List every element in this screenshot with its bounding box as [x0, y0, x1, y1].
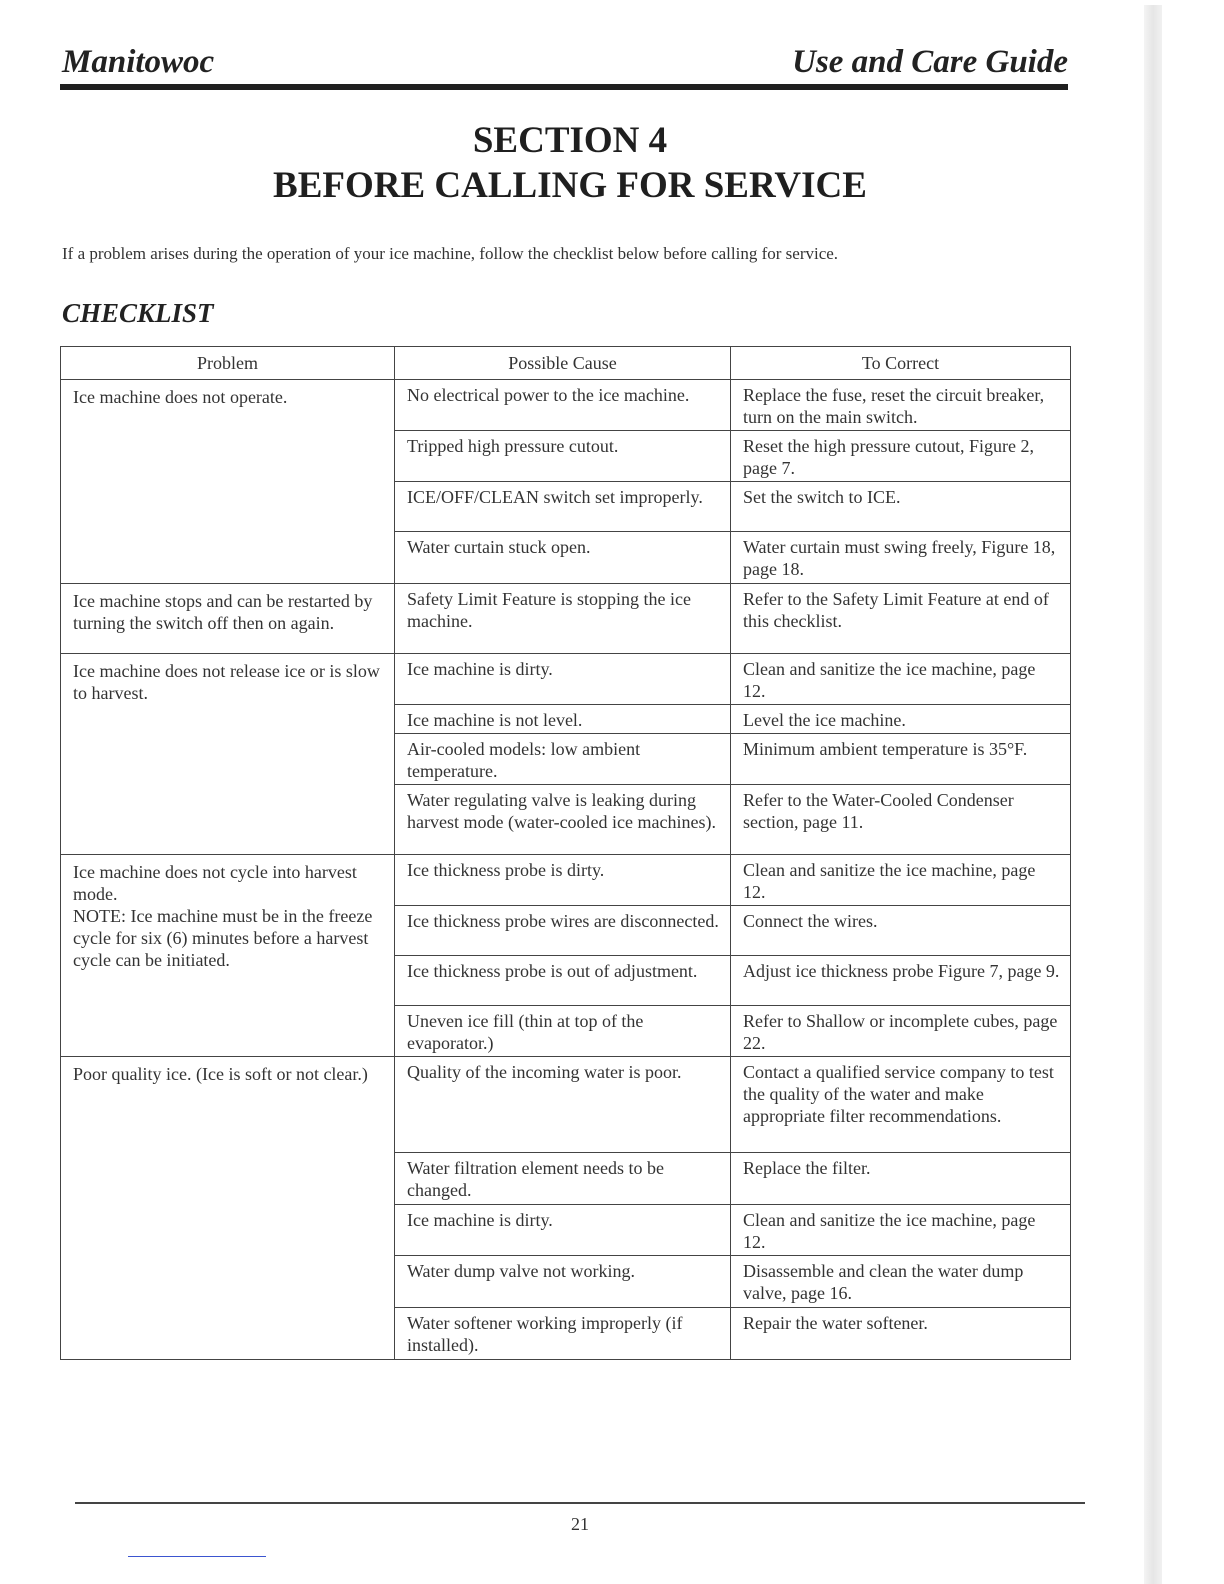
scan-edge-shadow	[1144, 5, 1162, 1584]
fix-cell: Reset the high pressure cutout, Figure 2, page 7.	[731, 431, 1071, 482]
column-header-problem: Problem	[61, 347, 395, 380]
table-header-row	[61, 347, 1071, 380]
cause-cell: Air-cooled models: low ambient temperature.	[395, 734, 731, 785]
fix-cell: Level the ice machine.	[731, 705, 1071, 734]
fix-cell: Clean and sanitize the ice machine, page 12.	[731, 1205, 1071, 1256]
fix-cell: Repair the water softener.	[731, 1308, 1071, 1360]
table-row	[61, 654, 1071, 705]
problem-cell	[61, 654, 395, 855]
fix-cell: Set the switch to ICE.	[731, 482, 1071, 532]
fix-cell: Adjust ice thickness probe Figure 7, page 9.	[731, 956, 1071, 1006]
problem-text: Ice machine stops and can be restarted by turning the switch off then on again.	[73, 591, 373, 633]
cause-cell: Ice machine is not level.	[395, 705, 731, 734]
fix-cell: Refer to the Water-Cooled Condenser section, page 11.	[731, 785, 1071, 855]
fix-cell: Disassemble and clean the water dump valve, page 16.	[731, 1256, 1071, 1308]
cause-cell: ICE/OFF/CLEAN switch set improperly.	[395, 482, 731, 532]
column-header-cause: Possible Cause	[395, 347, 731, 380]
cause-cell: Quality of the incoming water is poor.	[395, 1057, 731, 1153]
problem-text: Ice machine does not cycle into harvest mode.	[73, 862, 357, 904]
problem-text: Ice machine does not release ice or is slow to harvest.	[73, 661, 380, 703]
fix-cell: Refer to Shallow or incomplete cubes, page 22.	[731, 1006, 1071, 1057]
cause-cell: Ice machine is dirty.	[395, 654, 731, 705]
column-header-correct: To Correct	[731, 347, 1071, 380]
link-underline	[128, 1556, 266, 1557]
cause-cell: Water curtain stuck open.	[395, 532, 731, 584]
cause-cell: Water dump valve not working.	[395, 1256, 731, 1308]
cause-cell: Ice machine is dirty.	[395, 1205, 731, 1256]
fix-cell: Clean and sanitize the ice machine, page 12.	[731, 654, 1071, 705]
fix-cell: Clean and sanitize the ice machine, page 12.	[731, 855, 1071, 906]
cause-cell: Ice thickness probe is out of adjustment.	[395, 956, 731, 1006]
section-title: BEFORE CALLING FOR SERVICE	[273, 165, 867, 206]
problem-cell	[61, 855, 395, 1057]
fix-cell: Refer to the Safety Limit Feature at end of this checklist.	[731, 584, 1071, 654]
problem-text: Poor quality ice. (Ice is soft or not clear.)	[73, 1064, 368, 1084]
table-row	[61, 380, 1071, 431]
header-rule	[60, 84, 1068, 90]
cause-cell: Uneven ice fill (thin at top of the evaporator.)	[395, 1006, 731, 1057]
fix-cell: Replace the filter.	[731, 1153, 1071, 1205]
footer-rule	[75, 1502, 1085, 1504]
fix-cell: Minimum ambient temperature is 35°F.	[731, 734, 1071, 785]
cause-cell: Water softener working improperly (if installed).	[395, 1308, 731, 1360]
table-row	[61, 584, 1071, 654]
problem-cell	[61, 584, 395, 654]
section-number: SECTION 4	[472, 120, 668, 161]
page-number: 21	[571, 1514, 589, 1534]
fix-cell: Contact a qualified service company to test the quality of the water and make appropriate filter recommendations.	[731, 1057, 1071, 1153]
cause-cell: Safety Limit Feature is stopping the ice machine.	[395, 584, 731, 654]
table-row	[61, 1057, 1071, 1153]
checklist-heading: CHECKLIST	[62, 298, 214, 328]
problem-cell	[61, 1057, 395, 1360]
cause-cell: Water filtration element needs to be changed.	[395, 1153, 731, 1205]
checklist-table	[60, 346, 1071, 1360]
guide-title: Use and Care Guide	[792, 44, 1068, 80]
cause-cell: No electrical power to the ice machine.	[395, 380, 731, 431]
cause-cell: Ice thickness probe is dirty.	[395, 855, 731, 906]
brand-name: Manitowoc	[62, 44, 215, 80]
cause-cell: Ice thickness probe wires are disconnected.	[395, 906, 731, 956]
fix-cell: Water curtain must swing freely, Figure 18, page 18.	[731, 532, 1071, 584]
cause-cell: Water regulating valve is leaking during harvest mode (water-cooled ice machines).	[395, 785, 731, 855]
problem-cell	[61, 380, 395, 584]
fix-cell: Connect the wires.	[731, 906, 1071, 956]
cause-cell: Tripped high pressure cutout.	[395, 431, 731, 482]
problem-text: Ice machine does not operate.	[73, 387, 288, 407]
section-heading	[160, 118, 980, 208]
fix-cell: Replace the fuse, reset the circuit breaker, turn on the main switch.	[731, 380, 1071, 431]
intro-paragraph: If a problem arises during the operation of your ice machine, follow the checklist below before calling for service.	[62, 244, 839, 263]
table-row	[61, 855, 1071, 906]
problem-note: NOTE: Ice machine must be in the freeze cycle for six (6) minutes before a harvest cycle can be initiated.	[73, 906, 373, 970]
